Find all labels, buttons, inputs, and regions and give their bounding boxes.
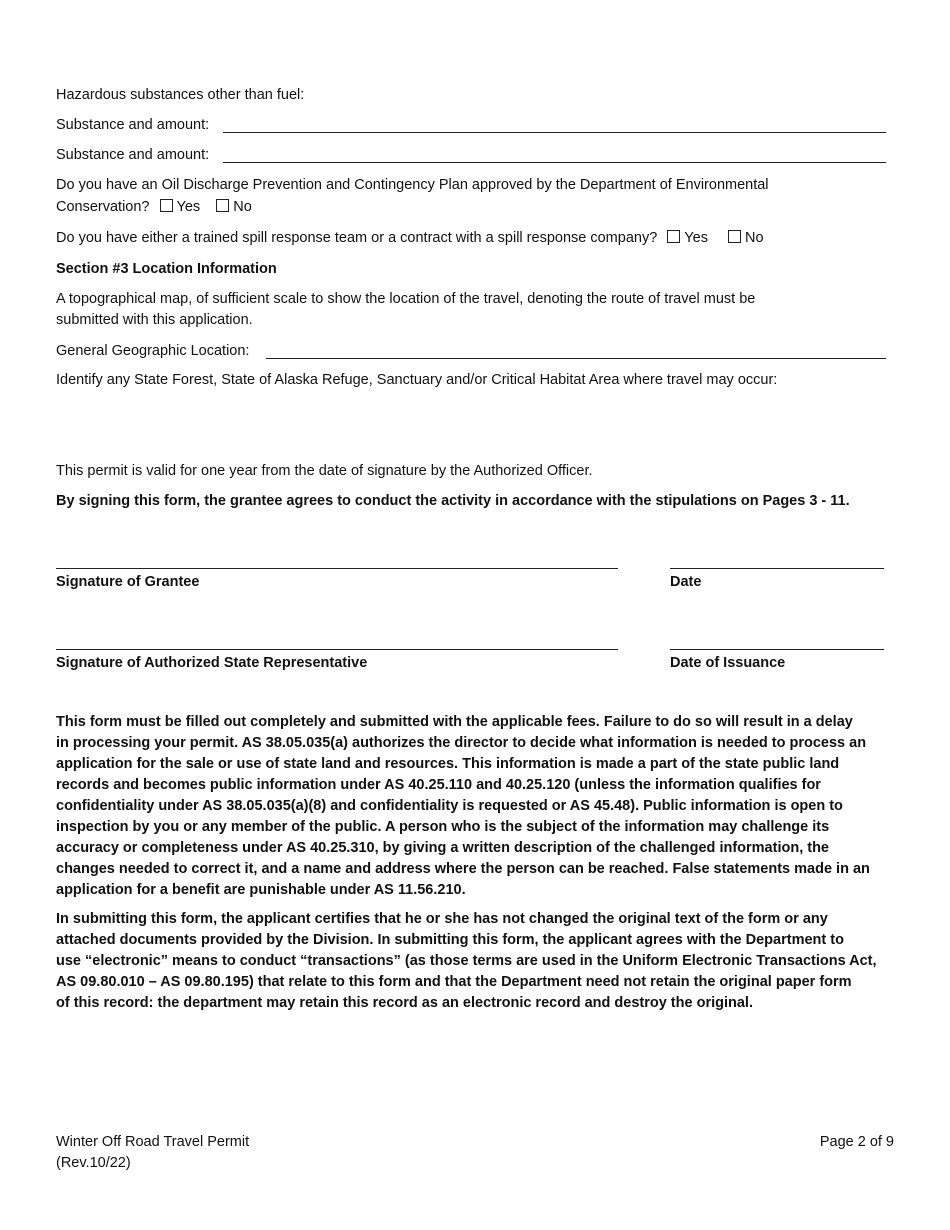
notice-line: AS 09.80.010 – AS 09.80.195) that relate to this form and that the Department need not retain the original paper form [56,974,852,990]
notice-line: of this record: the department may retain this record as an electronic record and destroy the original. [56,995,753,1011]
protected-areas-prompt: Identify any State Forest, State of Alaska Refuge, Sanctuary and/or Critical Habitat Area where travel may occur: [56,372,778,388]
hazardous-substances-heading: Hazardous substances other than fuel: [56,87,305,103]
privacy-notice-paragraph [56,712,896,901]
section3-heading: Section #3 Location Information [56,261,277,277]
notice-line: use “electronic” means to conduct “transactions” (as those terms are used in the Uniform Electronic Transactions Act, [56,953,877,969]
substance-amount-field-2[interactable] [223,142,886,163]
date-label: Date [670,574,702,590]
notice-line: confidentiality under AS 38.05.035(a)(8) and confidentiality is requested or AS 45.48). Public information is open to [56,798,843,814]
substance-amount-field-1[interactable] [223,112,886,133]
notice-line: application for the sale or use of state land and resources. This information is made a part of the state public land [56,756,840,772]
oil-plan-yes-option[interactable] [154,197,201,218]
geo-location-label: General Geographic Location: [56,343,250,359]
notice-line: attached documents provided by the Division. In submitting this form, the applicant agrees with the Department to [56,932,844,948]
validity-text: This permit is valid for one year from the date of signature by the Authorized Officer. [56,463,593,479]
grantee-signature-line[interactable] [56,568,618,569]
geo-location-row [56,341,886,362]
checkbox-icon[interactable] [728,230,741,243]
oil-plan-no-option[interactable] [210,197,252,218]
map-note-line2: submitted with this application. [56,312,253,328]
substance-amount-row-1 [56,115,886,136]
notice-line: records and becomes public information under AS 40.25.110 and 40.25.120 (unless the information qualifies for [56,777,821,793]
no-label: No [744,230,764,246]
agreement-text: By signing this form, the grantee agrees to conduct the activity in accordance with the stipulations on Pages 3 - 11. [56,493,850,509]
notice-line: changes needed to correct it, and a name and address where the person can be reached. False statements made in an [56,861,870,877]
substance-amount-row-2 [56,145,886,166]
footer-page-indicator: Page 2 of 9 [819,1134,894,1150]
state-rep-signature-label: Signature of Authorized State Representative [56,655,368,671]
no-label: No [233,199,252,215]
notice-line: This form must be filled out completely and submitted with the applicable fees. Failure to do so will result in a delay [56,714,853,730]
checkbox-icon[interactable] [667,230,680,243]
notice-line: application for a benefit are punishable under AS 11.56.210. [56,882,466,898]
notice-line: accuracy or completeness under AS 40.25.310, by giving a written description of the challenged information, the [56,840,829,856]
oil-plan-question-line2: Conservation? [56,199,150,215]
spill-team-question: Do you have either a trained spill response team or a contract with a spill response company? [56,230,658,246]
geo-location-field[interactable] [266,338,886,359]
spill-team-yes-option[interactable] [661,228,708,249]
notice-line: in processing your permit. AS 38.05.035(a) authorizes the director to decide what information is needed to process an [56,735,867,751]
checkbox-icon[interactable] [216,199,229,212]
notice-line: In submitting this form, the applicant certifies that he or she has not changed the original text of the form or any [56,911,828,927]
issuance-date-label: Date of Issuance [670,655,786,671]
substance-amount-label: Substance and amount: [56,117,210,133]
protected-areas-response-area[interactable] [56,394,886,444]
substance-amount-label: Substance and amount: [56,147,210,163]
spill-team-question-row [56,228,764,249]
grantee-signature-label: Signature of Grantee [56,574,200,590]
notice-line: inspection by you or any member of the public. A person who is the subject of the information may challenge its [56,819,830,835]
yes-label: Yes [684,230,708,246]
footer-form-title: Winter Off Road Travel Permit [56,1134,250,1150]
certification-notice-paragraph [56,909,896,1014]
footer-revision: (Rev.10/22) [56,1155,131,1171]
grantee-date-line[interactable] [670,568,884,569]
issuance-date-line[interactable] [670,649,884,650]
yes-label: Yes [176,199,201,215]
checkbox-icon[interactable] [160,199,173,212]
spill-team-no-option[interactable] [722,228,764,249]
state-rep-signature-line[interactable] [56,649,618,650]
oil-plan-question-line1: Do you have an Oil Discharge Prevention and Contingency Plan approved by the Department of Environmental [56,177,769,193]
oil-plan-question-row [56,197,252,218]
map-note-line1: A topographical map, of sufficient scale to show the location of the travel, denoting the route of travel must be [56,291,756,307]
